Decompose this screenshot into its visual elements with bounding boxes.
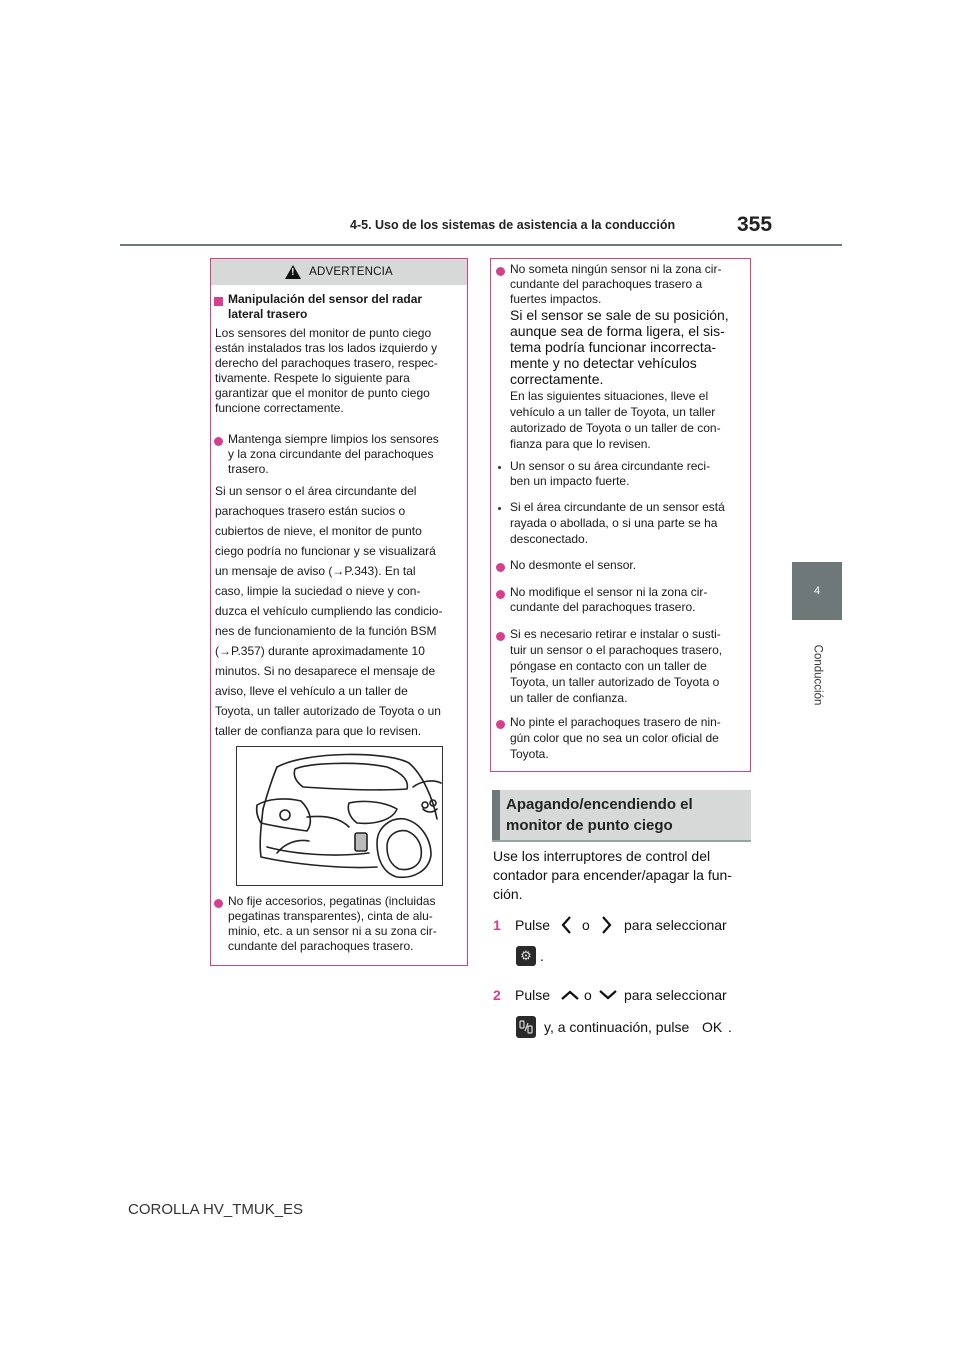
warning-body-line: aviso, lleve el vehículo a un taller de — [215, 684, 408, 698]
step-1-post: para seleccionar — [624, 917, 727, 933]
warning-intro-line: garantizar que el monitor de punto ciego — [215, 386, 430, 400]
warning-header — [211, 259, 467, 285]
emphasis-line: Si el sensor se sale de su posición, — [510, 307, 729, 323]
chapter-label: Conducción — [810, 644, 823, 706]
warning-body-line: duzca el vehículo cumpliendo las condicio- — [215, 604, 443, 618]
step-2-number: 2 — [493, 987, 501, 1003]
bsm-setting-icon — [516, 1016, 536, 1038]
bullet-icon — [496, 267, 505, 276]
right-bullet4-line: póngase en contacto con un taller de — [510, 659, 707, 673]
right-bullet1-line: No someta ningún sensor ni la zona cir- — [510, 262, 722, 276]
step-2-mid: o — [584, 987, 592, 1003]
emphasis-line: tema podría funcionar incorrecta- — [510, 339, 717, 355]
warning-body-line: cubiertos de nieve, el monitor de punto — [215, 524, 422, 538]
ok-button-glyph: OK — [702, 1019, 723, 1035]
right-bullet3-line: No modifique el sensor ni la zona cir- — [510, 585, 708, 599]
section-header-title: 4-5. Uso de los sistemas de asistencia a la conducción — [350, 218, 676, 232]
right-body-line: autorizado de Toyota o un taller de con- — [510, 421, 721, 435]
right-bullet1-line: fuertes impactos. — [510, 292, 602, 306]
warning-body-line: parachoques trasero están sucios o — [215, 504, 406, 518]
warning-body-line: taller de confianza para que lo revisen. — [215, 724, 422, 738]
right-bullet4-line: Toyota, un taller autorizado de Toyota o — [510, 675, 720, 689]
right-bullet1-line: cundante del parachoques trasero a — [510, 277, 703, 291]
warning-bullet1-line: trasero. — [228, 462, 269, 476]
warning-body-line: nes de funcionamiento de la función BSM — [215, 624, 437, 638]
car-rear-drawing — [237, 747, 442, 885]
warning-body-line: minutos. Si no desaparece el mensaje de — [215, 664, 436, 678]
warning-body-line: ciego podría no funcionar y se visualizará — [215, 544, 436, 558]
warning-intro-line: Los sensores del monitor de punto ciego — [215, 326, 432, 340]
emphasis-line: aunque sea de forma ligera, el sis- — [510, 323, 725, 339]
right-bullet4-line: Si es necesario retirar e instalar o susti- — [510, 627, 721, 641]
right-bullet3-line: cundante del parachoques trasero. — [510, 600, 696, 614]
section-intro-line: Use los interruptores de control del — [493, 848, 711, 864]
section-intro-line: contador para encender/apagar la fun- — [493, 867, 732, 883]
chevron-left-icon — [560, 915, 572, 935]
emphasis-line: correctamente. — [510, 371, 604, 387]
square-bullet-icon — [214, 297, 223, 306]
warning-intro-line: funcione correctamente. — [215, 401, 344, 415]
right-body-line: vehículo a un taller de Toyota, un taller — [510, 405, 716, 419]
warning-bullet2-line: minio, etc. a un sensor ni a su zona cir- — [228, 924, 437, 938]
bullet-icon — [214, 899, 223, 908]
page-number: 355 — [737, 213, 773, 236]
warning-body-line: (→P.357) durante aproximadamente 10 — [215, 644, 425, 658]
step-1-number: 1 — [493, 917, 501, 933]
step-2-pre: Pulse — [515, 987, 551, 1003]
bullet-icon — [214, 437, 223, 446]
warning-bullet1-line: y la zona circundante del parachoques — [228, 447, 434, 461]
sub-bullet-icon — [498, 507, 501, 510]
bsm-icon-glyph — [518, 1019, 534, 1035]
section-rule — [492, 840, 751, 842]
warning-triangle-icon — [285, 265, 301, 279]
right-body-line: fianza para que lo revisen. — [510, 437, 651, 451]
sub1-line: Un sensor o su área circundante reci- — [510, 459, 711, 473]
chapter-number: 4 — [813, 585, 821, 597]
step-1-pre: Pulse — [515, 917, 551, 933]
warning-bullet2-line: pegatinas transparentes), cinta de alu- — [228, 909, 433, 923]
warning-body-line: caso, limpie la suciedad o nieve y con- — [215, 584, 421, 598]
warning-title: ADVERTENCIA — [309, 266, 393, 278]
right-bullet5-line: Toyota. — [510, 747, 549, 761]
emphasis-line: mente y no detectar vehículos — [510, 355, 697, 371]
warning-intro-line: están instalados tras los lados izquierdo y — [215, 341, 438, 355]
sub1-line: ben un impacto fuerte. — [510, 474, 630, 488]
right-bullet5-line: gún color que no sea un color oficial de — [510, 731, 719, 745]
chevron-down-icon — [598, 989, 618, 1001]
sub2-line: rayada o abollada, o si una parte se ha — [510, 516, 718, 530]
header-rule — [120, 244, 842, 246]
sub2-line: desconectado. — [510, 532, 589, 546]
car-rear-sensor-illustration — [236, 746, 443, 886]
step-1-end: . — [540, 948, 544, 964]
right-bullet2-line: No desmonte el sensor. — [510, 558, 637, 572]
section-heading — [492, 790, 751, 840]
section-title: Apagando/encendiendo el monitor de punto ciego — [506, 796, 693, 834]
bullet-icon — [496, 720, 505, 729]
step-2-line2: y, a continuación, pulse — [544, 1019, 690, 1035]
right-bullet5-line: No pinte el parachoques trasero de nin- — [510, 715, 721, 729]
section-intro-line: ción. — [493, 886, 523, 902]
chevron-up-icon — [560, 989, 580, 1001]
warning-body-line: Toyota, un taller autorizado de Toyota o un — [215, 704, 441, 718]
warning-body-line: un mensaje de aviso (→P.343). En tal — [215, 564, 416, 578]
step-2-post: para seleccionar — [624, 987, 727, 1003]
section-accent — [492, 790, 500, 840]
sub-bullet-icon — [498, 466, 501, 469]
bullet-icon — [496, 563, 505, 572]
warning-bullet1-line: Mantenga siempre limpios los sensores — [228, 432, 439, 446]
step-1-mid: o — [582, 917, 590, 933]
bullet-icon — [496, 590, 505, 599]
bullet-icon — [496, 632, 505, 641]
warning-bullet2-line: cundante del parachoques trasero. — [228, 939, 414, 953]
gear-icon: ⚙ — [516, 946, 536, 966]
warning-bullet2-line: No fije accesorios, pegatinas (incluidas — [228, 894, 436, 908]
step-2-end: . — [728, 1019, 732, 1035]
footer-model: COROLLA HV_TMUK_ES — [128, 1201, 304, 1218]
right-bullet4-line: un taller de confianza. — [510, 691, 628, 705]
chevron-right-icon — [601, 915, 613, 935]
right-bullet4-line: tuir un sensor o el parachoques trasero, — [510, 643, 723, 657]
warning-intro-line: tivamente. Respete lo siguiente para — [215, 371, 410, 385]
right-body-line: En las siguientes situaciones, lleve el — [510, 389, 709, 403]
warning-subheading-line1: Manipulación del sensor del radar — [228, 292, 423, 306]
chapter-tab — [792, 562, 842, 620]
sub2-line: Si el área circundante de un sensor está — [510, 500, 725, 514]
warning-subheading-line2: lateral trasero — [228, 307, 308, 321]
warning-intro-line: derecho del parachoques trasero, respec- — [215, 356, 438, 370]
warning-body-line: Si un sensor o el área circundante del — [215, 484, 417, 498]
